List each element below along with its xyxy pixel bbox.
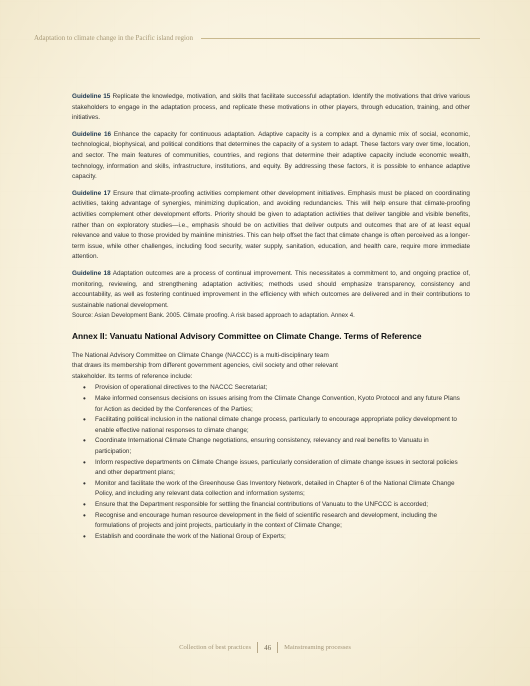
list-item — [72, 383, 460, 394]
guideline-text: Ensure that climate-proofing activities complement other development initiatives. Emphasis must be placed on coordinating activities, taking advantage of synergies, minimizing duplication, and avoiding redundancies. This will help ensure that climate-proofing activities complement other development efforts. Priority should be given to adaptation activities that deliver tangible and visible benefits, rather than on exploratory studies—i.e., emphasis should be on activities that deliver outputs and outcomes that are of at least equal relevance and value to those provided by mainline ministries. This can help offset the fact that climate change is often perceived as a longer-term issue, while other challenges, including food security, water supply, sanitation, education, and health care, require more immediate attention. — [72, 189, 470, 261]
guideline-lead: Guideline 17 — [72, 189, 111, 197]
footer-divider — [277, 642, 278, 653]
list-item — [72, 511, 460, 532]
list-item — [72, 500, 460, 511]
footer-right-text: Mainstreaming processes — [284, 644, 351, 651]
bullet-icon: • — [83, 436, 86, 446]
list-item — [72, 532, 460, 543]
guideline-lead: Guideline 15 — [72, 93, 111, 100]
guideline-text: Enhance the capacity for continuous adaptation. Adaptive capacity is a complex and a dynamic mix of social, economic, technological, biophysical, and political conditions that determines the capacity of a system to adapt. These factors vary over time, location, and sector. The main features of communities, countries, and regions that determine their adaptive capacity include economic wealth, technology, information and skills, infrastructure, institutions, and equity. By addressing these factors, it is possible to enhance adaptive capacity. — [72, 130, 470, 181]
guideline-16 — [72, 130, 470, 183]
list-item-text: Monitor and facilitate the work of the Greenhouse Gas Inventory Network, detailed in Chapter 6 of the National Climate Change Policy, and including any relevant data collection and information systems; — [95, 479, 455, 498]
annex-title: Annex II: Vanuatu National Advisory Committee on Climate Change. Terms of Reference — [72, 330, 422, 341]
bullet-icon: • — [83, 394, 86, 404]
list-item-text: Recognise and encourage human resource development in the field of scientific research and development, including the formulations of projects and joint projects, particularly in the context of Climate Change; — [95, 511, 438, 530]
header-rule — [201, 38, 480, 39]
bullet-icon: • — [83, 383, 86, 393]
list-item — [72, 415, 460, 436]
guideline-18 — [72, 269, 470, 311]
guideline-lead: Guideline 16 — [72, 130, 112, 138]
running-header — [34, 34, 480, 42]
list-item-text: Coordinate International Climate Change negotiations, ensuring consistency, relevancy and real benefits to Vanuatu in participation; — [95, 437, 429, 456]
list-item — [72, 394, 460, 415]
annex-intro: The National Advisory Committee on Climate Change (NACCC) is a multi-disciplinary team that draws its membership from different government agencies, civil society and other relevant stakeholder. Its terms of reference include: — [72, 351, 338, 380]
bullet-icon: • — [83, 500, 86, 509]
list-item — [72, 458, 460, 479]
list-item — [72, 479, 460, 500]
footer-left-text: Collection of best practices — [179, 644, 252, 651]
list-item-text: Establish and coordinate the work of the National Group of Experts; — [95, 532, 286, 540]
guideline-17 — [72, 189, 470, 263]
bullet-icon: • — [83, 478, 86, 488]
guideline-text: Adaptation outcomes are a process of continual improvement. This necessitates a commitment to, and ongoing practice of, monitoring, reviewing, and strengthening adaptation activities; methods used should emphasize transparency, consistency and accountability, as well as fostering continued improvement in the efficiency with which outcomes are delivered and in their contributions to sustainable national development. — [72, 269, 470, 309]
list-item — [72, 436, 460, 457]
header-title: Adaptation to climate change in the Pacific island region — [34, 34, 194, 42]
list-item-text: Ensure that the Department responsible for settling the financial contributions of Vanuatu to the UNFCCC is accorded; — [95, 501, 429, 508]
bullet-icon: • — [83, 510, 86, 520]
guideline-text: Replicate the knowledge, motivation, and skills that facilitate successful adaptation. Identify the motivations that drive various stakeholders to engage in the adaptation process, and replicate these motivations in other players, through education, training, and other initiatives. — [72, 93, 470, 122]
list-item-text: Provision of operational directives to the NACCC Secretariat; — [95, 384, 268, 392]
guideline-15 — [72, 92, 470, 124]
page-footer — [0, 642, 530, 653]
source-citation: Source: Asian Development Bank. 2005. Climate proofing. A risk based approach to adaptation. Annex 4. — [72, 312, 355, 320]
bullet-icon: • — [83, 415, 86, 425]
list-item-text: Make informed consensus decisions on issues arising from the Climate Change Convention, Kyoto Protocol and any future Plans for Action as decided by the Conferences of the Parties; — [95, 395, 460, 413]
bullet-icon: • — [83, 457, 86, 467]
guideline-lead: Guideline 18 — [72, 269, 111, 277]
list-item-text: Facilitating political inclusion in the national climate change process, particularly to encourage appropriate policy development to enable effective national responses to climate change; — [95, 416, 457, 434]
main-content — [72, 92, 470, 542]
bullet-icon: • — [83, 531, 86, 541]
list-item-text: Inform respective departments on Climate Change issues, particularly consideration of climate change issues in sectoral policies and other department plans; — [95, 458, 458, 477]
footer-divider — [257, 642, 258, 653]
page-number: 46 — [264, 643, 272, 652]
terms-of-reference-list — [72, 383, 470, 542]
